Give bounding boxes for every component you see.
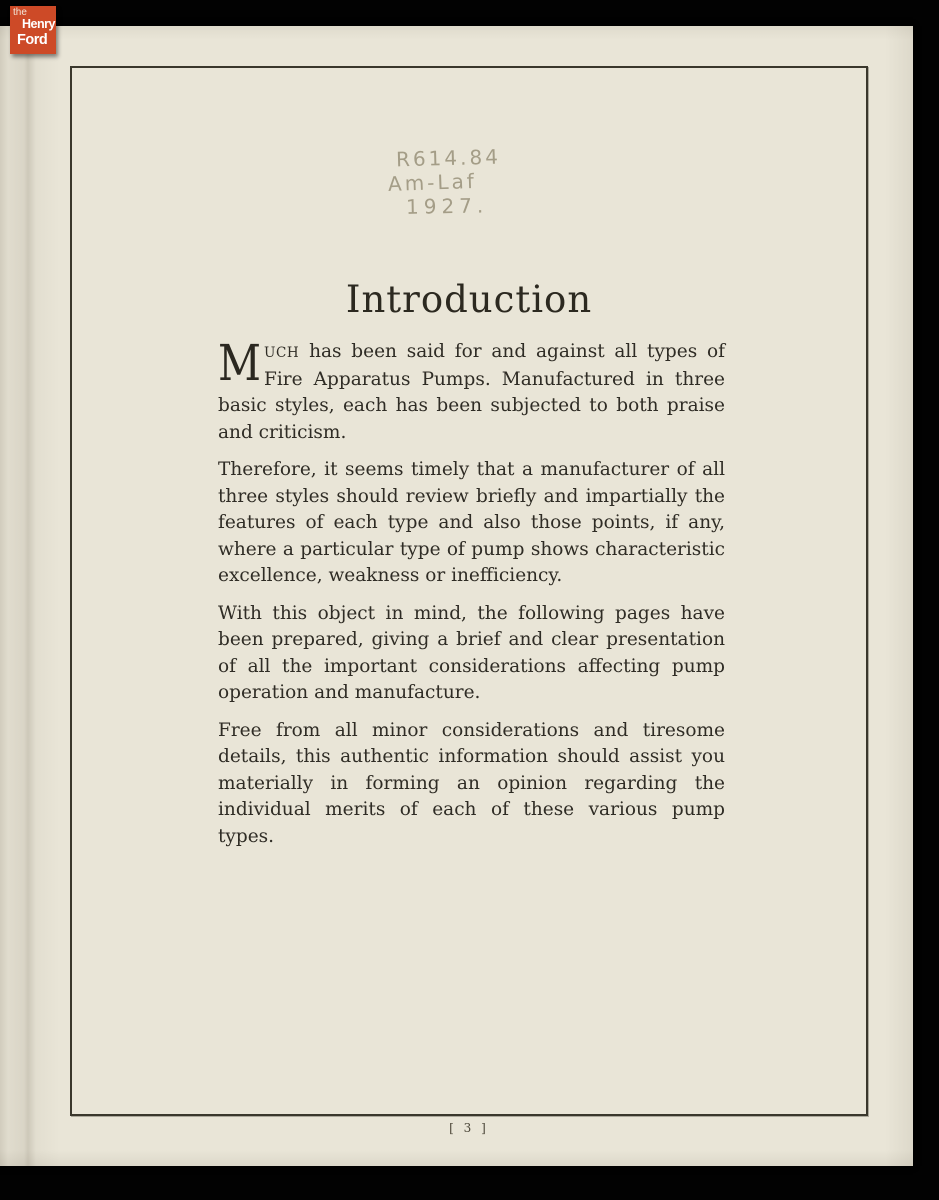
logo-text-henry: Henry	[22, 17, 55, 31]
page-title: Introduction	[345, 278, 593, 321]
logo-text-ford: Ford	[17, 32, 48, 48]
dropcap-letter: M	[218, 334, 262, 392]
pencil-abbreviation: Am-Laf	[387, 168, 478, 196]
paragraph-1	[218, 334, 725, 446]
paragraph-2: Therefore, it seems timely that a manufacturer of all three styles should review briefly and impartially the features of each type and also those points, if any, where a particular type of pump shows characteristic excellence, weakness or inefficiency.	[218, 459, 725, 586]
paragraph-1-text: has been said for and against all types of Fire Apparatus Pumps. Manufactured in three basic styles, each has been subjected to both praise and criticism.	[218, 341, 725, 443]
paragraph-3: With this object in mind, the following pages have been prepared, giving a brief and clear presentation of all the important considerations affecting pump operation and manufacture.	[218, 602, 725, 703]
logo-text-the: the	[13, 7, 27, 18]
article-body	[218, 334, 725, 861]
pencil-year: 1927.	[405, 193, 489, 219]
book-page	[0, 26, 913, 1166]
paragraph-4: Free from all minor considerations and tiresome details, this authentic information should assist you materially in forming an opinion regarding the individual merits of each of these various pump types.	[218, 719, 725, 847]
page-number: [ 3 ]	[449, 1121, 489, 1135]
lead-smallcaps: UCH	[264, 345, 300, 361]
pencil-inscription	[387, 144, 502, 219]
henry-ford-archive-logo	[10, 6, 56, 54]
pencil-call-number: R614.84	[395, 144, 502, 172]
